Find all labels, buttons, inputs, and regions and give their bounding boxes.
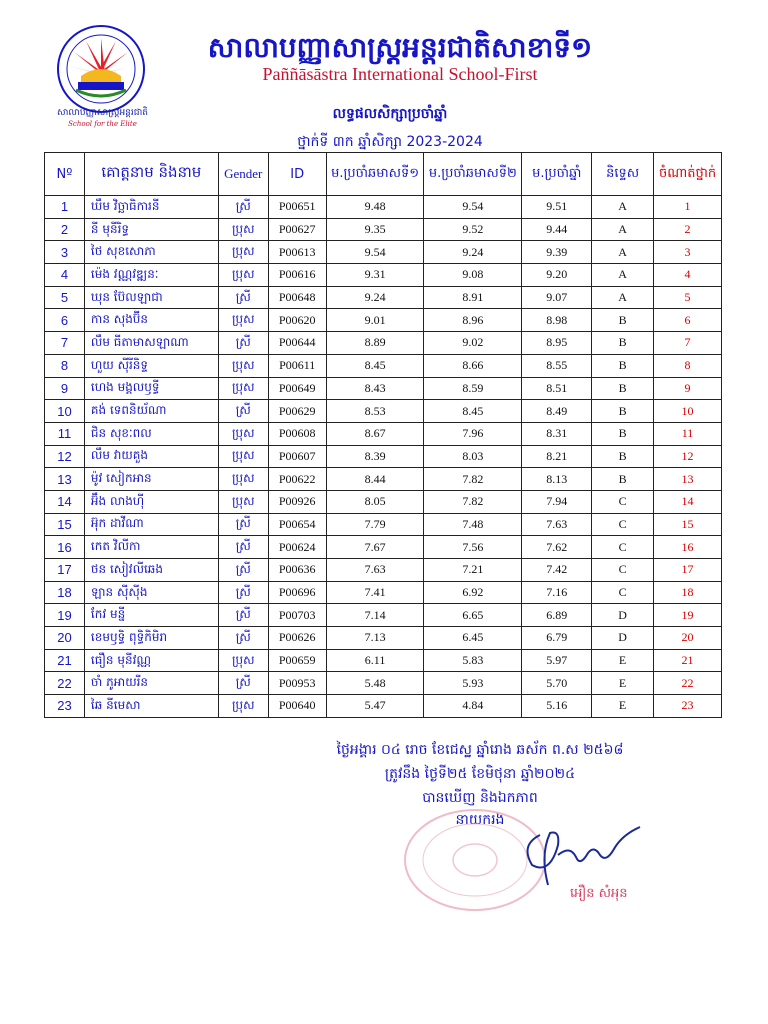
student-name: នី មុនីរិទ្ធ — [84, 218, 218, 241]
semester2-score: 8.59 — [424, 377, 522, 400]
semester2-score: 7.82 — [424, 468, 522, 491]
table-row — [45, 695, 722, 718]
table-row — [45, 536, 722, 559]
school-title-khmer: សាលាបញ្ញាសាស្ត្រអន្តរជាតិសាខាទី១ — [207, 31, 593, 64]
grade-letter: A — [592, 286, 654, 309]
student-name: អ៊ឹង លាងហ៊ី — [84, 490, 218, 513]
gender: ស្រី — [218, 286, 268, 309]
yearly-average: 7.16 — [522, 581, 592, 604]
class-rank: 23 — [654, 695, 722, 718]
semester2-score: 9.02 — [424, 332, 522, 355]
yearly-average: 9.20 — [522, 264, 592, 287]
row-number: 6 — [45, 309, 85, 332]
col-header-yearly: ម.ប្រចាំឆ្នាំ — [522, 153, 592, 196]
student-id: P00659 — [268, 649, 326, 672]
table-row — [45, 196, 722, 219]
semester2-score: 5.93 — [424, 672, 522, 695]
signature — [510, 805, 650, 895]
yearly-average: 5.16 — [522, 695, 592, 718]
gender: ប្រុស — [218, 309, 268, 332]
semester2-score: 9.08 — [424, 264, 522, 287]
col-header-sem1: ម.ប្រចាំឆមាសទី១ — [326, 153, 424, 196]
class-rank: 12 — [654, 445, 722, 468]
class-rank: 14 — [654, 490, 722, 513]
gender: ប្រុស — [218, 468, 268, 491]
semester1-score: 7.63 — [326, 559, 424, 582]
row-number: 17 — [45, 559, 85, 582]
semester1-score: 8.44 — [326, 468, 424, 491]
student-name: ឃឹម វិច្ឆាធិការនី — [84, 196, 218, 219]
student-name: កែវ មន្នី — [84, 604, 218, 627]
student-id: P00640 — [268, 695, 326, 718]
class-rank: 18 — [654, 581, 722, 604]
class-rank: 21 — [654, 649, 722, 672]
semester2-score: 7.82 — [424, 490, 522, 513]
row-number: 9 — [45, 377, 85, 400]
student-id: P00703 — [268, 604, 326, 627]
yearly-average: 9.39 — [522, 241, 592, 264]
class-rank: 10 — [654, 400, 722, 423]
yearly-average: 8.13 — [522, 468, 592, 491]
student-id: P00654 — [268, 513, 326, 536]
student-id: P00926 — [268, 490, 326, 513]
class-rank: 22 — [654, 672, 722, 695]
yearly-average: 8.49 — [522, 400, 592, 423]
student-name: គង់ ទេពនិយ័ណា — [84, 400, 218, 423]
semester2-score: 7.21 — [424, 559, 522, 582]
student-id: P00953 — [268, 672, 326, 695]
semester2-score: 6.45 — [424, 627, 522, 650]
semester1-score: 8.05 — [326, 490, 424, 513]
semester2-score: 8.03 — [424, 445, 522, 468]
semester1-score: 7.79 — [326, 513, 424, 536]
student-id: P00607 — [268, 445, 326, 468]
student-name: ថៃ សុខសោភា — [84, 241, 218, 264]
table-row — [45, 490, 722, 513]
yearly-average: 5.70 — [522, 672, 592, 695]
student-id: P00611 — [268, 354, 326, 377]
student-id: P00620 — [268, 309, 326, 332]
col-header-no: Nº — [45, 153, 85, 196]
gender: ស្រី — [218, 581, 268, 604]
student-name: កេត វិលីកា — [84, 536, 218, 559]
row-number: 15 — [45, 513, 85, 536]
student-id: P00613 — [268, 241, 326, 264]
student-id: P00608 — [268, 422, 326, 445]
row-number: 4 — [45, 264, 85, 287]
semester2-score: 7.96 — [424, 422, 522, 445]
grade-letter: D — [592, 604, 654, 627]
student-id: P00644 — [268, 332, 326, 355]
yearly-average: 5.97 — [522, 649, 592, 672]
semester1-score: 8.67 — [326, 422, 424, 445]
table-row — [45, 354, 722, 377]
class-rank: 19 — [654, 604, 722, 627]
yearly-average: 8.51 — [522, 377, 592, 400]
yearly-average: 8.95 — [522, 332, 592, 355]
row-number: 5 — [45, 286, 85, 309]
row-number: 13 — [45, 468, 85, 491]
signer-name: អឿន សំអុន — [570, 886, 628, 901]
date-lunar: ថ្ងៃអង្គារ ០៤ រោច ខែជេស្ឋ ឆ្នាំរោង ឆស័ក ព.ស ២៥៦៨ — [336, 742, 624, 758]
table-row — [45, 649, 722, 672]
table-row — [45, 241, 722, 264]
semester2-score: 5.83 — [424, 649, 522, 672]
gender: ស្រី — [218, 672, 268, 695]
gender: ប្រុស — [218, 241, 268, 264]
col-header-sem2: ម.ប្រចាំឆមាសទី២ — [424, 153, 522, 196]
grade-letter: D — [592, 627, 654, 650]
row-number: 23 — [45, 695, 85, 718]
semester2-score: 7.48 — [424, 513, 522, 536]
col-header-grade: និទ្ទេស — [592, 153, 654, 196]
table-row — [45, 309, 722, 332]
row-number: 7 — [45, 332, 85, 355]
school-title-english: Paññāsāstra International School-First — [262, 64, 538, 84]
gender: ប្រុស — [218, 490, 268, 513]
semester2-score: 6.65 — [424, 604, 522, 627]
col-header-rank: ចំណាត់ថ្នាក់ — [654, 153, 722, 196]
gender: ប្រុស — [218, 218, 268, 241]
semester1-score: 8.45 — [326, 354, 424, 377]
results-table — [44, 152, 722, 718]
semester2-score: 6.92 — [424, 581, 522, 604]
grade-letter: A — [592, 218, 654, 241]
grade-letter: B — [592, 309, 654, 332]
student-name: ម៉េង វណ្ណវឌ្ឍនៈ — [84, 264, 218, 287]
class-rank: 4 — [654, 264, 722, 287]
row-number: 18 — [45, 581, 85, 604]
table-row — [45, 400, 722, 423]
table-row — [45, 218, 722, 241]
semester1-score: 5.47 — [326, 695, 424, 718]
yearly-average: 7.62 — [522, 536, 592, 559]
school-logo — [56, 24, 146, 114]
student-name: ខេមឫទ្ធិ ពុទ្ធិកិមិរា — [84, 627, 218, 650]
semester2-score: 8.91 — [424, 286, 522, 309]
table-header-row — [45, 153, 722, 196]
semester2-score: 8.96 — [424, 309, 522, 332]
yearly-average: 9.07 — [522, 286, 592, 309]
table-row — [45, 559, 722, 582]
grade-letter: A — [592, 264, 654, 287]
grade-letter: B — [592, 332, 654, 355]
class-rank: 13 — [654, 468, 722, 491]
col-header-name: គោត្តនាម និងនាម — [84, 153, 218, 196]
class-rank: 1 — [654, 196, 722, 219]
class-rank: 5 — [654, 286, 722, 309]
date-solar: ត្រូវនឹង ថ្ងៃទី២៥ ខែមិថុនា ឆ្នាំ២០២៤ — [384, 766, 576, 782]
gender: ប្រុស — [218, 445, 268, 468]
student-name: អ៊ុក ដាវីណា — [84, 513, 218, 536]
row-number: 16 — [45, 536, 85, 559]
yearly-average: 7.42 — [522, 559, 592, 582]
student-id: P00629 — [268, 400, 326, 423]
gender: ស្រី — [218, 332, 268, 355]
yearly-average: 6.89 — [522, 604, 592, 627]
semester1-score: 9.31 — [326, 264, 424, 287]
class-rank: 2 — [654, 218, 722, 241]
row-number: 14 — [45, 490, 85, 513]
student-name: ឡាន ស៊ីស៊ីង — [84, 581, 218, 604]
grade-letter: B — [592, 422, 654, 445]
student-name: ធឿន មុនីវណ្ណ — [84, 649, 218, 672]
student-name: ឆៃ នីមេសា — [84, 695, 218, 718]
document-subtitle: លទ្ធផលសិក្សាប្រចាំឆ្នាំ — [332, 106, 448, 122]
row-number: 20 — [45, 627, 85, 650]
student-id: P00627 — [268, 218, 326, 241]
class-rank: 11 — [654, 422, 722, 445]
gender: ប្រុស — [218, 354, 268, 377]
student-name: ឃុន ប៊ែលឡាជា — [84, 286, 218, 309]
grade-letter: A — [592, 196, 654, 219]
semester2-score: 8.45 — [424, 400, 522, 423]
yearly-average: 9.51 — [522, 196, 592, 219]
row-number: 1 — [45, 196, 85, 219]
student-id: P00636 — [268, 559, 326, 582]
gender: ប្រុស — [218, 377, 268, 400]
gender: ស្រី — [218, 604, 268, 627]
student-id: P00622 — [268, 468, 326, 491]
gender: ស្រី — [218, 400, 268, 423]
yearly-average: 8.55 — [522, 354, 592, 377]
yearly-average: 8.31 — [522, 422, 592, 445]
grade-letter: C — [592, 490, 654, 513]
class-rank: 7 — [654, 332, 722, 355]
semester2-score: 7.56 — [424, 536, 522, 559]
table-row — [45, 468, 722, 491]
table-row — [45, 513, 722, 536]
student-name: កាន សុងប៊ីន — [84, 309, 218, 332]
semester1-score: 9.48 — [326, 196, 424, 219]
class-rank: 15 — [654, 513, 722, 536]
grade-letter: C — [592, 559, 654, 582]
semester2-score: 9.54 — [424, 196, 522, 219]
signer-role: នាយករង — [455, 812, 505, 828]
gender: ស្រី — [218, 196, 268, 219]
grade-letter: B — [592, 354, 654, 377]
table-row — [45, 264, 722, 287]
grade-letter: B — [592, 445, 654, 468]
grade-letter: B — [592, 377, 654, 400]
gender: ស្រី — [218, 559, 268, 582]
row-number: 22 — [45, 672, 85, 695]
student-name: ចាំ ភូអាយរីន — [84, 672, 218, 695]
grade-letter: B — [592, 468, 654, 491]
grade-letter: A — [592, 241, 654, 264]
grade-letter: C — [592, 513, 654, 536]
grade-year: ថ្នាក់ទី ៣ក ឆ្នាំសិក្សា 2023-2024 — [297, 134, 483, 150]
student-id: P00651 — [268, 196, 326, 219]
semester1-score: 7.41 — [326, 581, 424, 604]
table-row — [45, 672, 722, 695]
student-name: លឹម វាយគួង — [84, 445, 218, 468]
yearly-average: 7.94 — [522, 490, 592, 513]
gender: ប្រុស — [218, 422, 268, 445]
row-number: 11 — [45, 422, 85, 445]
table-row — [45, 332, 722, 355]
grade-letter: C — [592, 581, 654, 604]
grade-letter: C — [592, 536, 654, 559]
student-name: ហួយ ស៊ីរីនិទ្ទ — [84, 354, 218, 377]
row-number: 2 — [45, 218, 85, 241]
gender: ស្រី — [218, 513, 268, 536]
student-id: P00696 — [268, 581, 326, 604]
semester1-score: 8.43 — [326, 377, 424, 400]
row-number: 21 — [45, 649, 85, 672]
table-row — [45, 445, 722, 468]
semester1-score: 7.14 — [326, 604, 424, 627]
grade-letter: E — [592, 672, 654, 695]
semester1-score: 7.13 — [326, 627, 424, 650]
semester1-score: 9.01 — [326, 309, 424, 332]
semester1-score: 8.39 — [326, 445, 424, 468]
grade-letter: B — [592, 400, 654, 423]
approval-label: បានឃើញ និងឯកភាព — [422, 790, 538, 806]
table-row — [45, 377, 722, 400]
gender: ប្រុស — [218, 695, 268, 718]
student-name: ហេង មង្គលឫទ្ធី — [84, 377, 218, 400]
logo-motto: School for the Elite — [68, 120, 137, 128]
student-id: P00648 — [268, 286, 326, 309]
semester2-score: 9.52 — [424, 218, 522, 241]
table-row — [45, 581, 722, 604]
semester1-score: 6.11 — [326, 649, 424, 672]
gender: ប្រុស — [218, 264, 268, 287]
col-header-gender: Gender — [218, 153, 268, 196]
semester1-score: 8.53 — [326, 400, 424, 423]
row-number: 10 — [45, 400, 85, 423]
semester1-score: 8.89 — [326, 332, 424, 355]
student-name: ម៉ូវ សៀកអាន — [84, 468, 218, 491]
yearly-average: 8.21 — [522, 445, 592, 468]
grade-letter: E — [592, 649, 654, 672]
student-name: ថន សៀវលីឆេង — [84, 559, 218, 582]
student-id: P00649 — [268, 377, 326, 400]
row-number: 19 — [45, 604, 85, 627]
semester2-score: 4.84 — [424, 695, 522, 718]
table-row — [45, 604, 722, 627]
class-rank: 20 — [654, 627, 722, 650]
class-rank: 16 — [654, 536, 722, 559]
yearly-average: 7.63 — [522, 513, 592, 536]
class-rank: 9 — [654, 377, 722, 400]
table-row — [45, 286, 722, 309]
gender: ស្រី — [218, 536, 268, 559]
row-number: 12 — [45, 445, 85, 468]
yearly-average: 8.98 — [522, 309, 592, 332]
class-rank: 17 — [654, 559, 722, 582]
table-row — [45, 627, 722, 650]
yearly-average: 6.79 — [522, 627, 592, 650]
table-row — [45, 422, 722, 445]
grade-letter: E — [592, 695, 654, 718]
student-id: P00616 — [268, 264, 326, 287]
student-id: P00624 — [268, 536, 326, 559]
col-header-id: ID — [268, 153, 326, 196]
gender: ស្រី — [218, 627, 268, 650]
student-name: លឹម ធីតាមាសឡាណា — [84, 332, 218, 355]
semester2-score: 8.66 — [424, 354, 522, 377]
logo-caption: សាលាបញ្ញាសាស្ត្រអន្តរជាតិ — [56, 108, 149, 118]
gender: ប្រុស — [218, 649, 268, 672]
row-number: 3 — [45, 241, 85, 264]
semester1-score: 5.48 — [326, 672, 424, 695]
semester1-score: 9.24 — [326, 286, 424, 309]
class-rank: 8 — [654, 354, 722, 377]
semester2-score: 9.24 — [424, 241, 522, 264]
student-name: ជិន សុខៈពល — [84, 422, 218, 445]
semester1-score: 7.67 — [326, 536, 424, 559]
semester1-score: 9.54 — [326, 241, 424, 264]
row-number: 8 — [45, 354, 85, 377]
student-id: P00626 — [268, 627, 326, 650]
yearly-average: 9.44 — [522, 218, 592, 241]
semester1-score: 9.35 — [326, 218, 424, 241]
class-rank: 3 — [654, 241, 722, 264]
class-rank: 6 — [654, 309, 722, 332]
